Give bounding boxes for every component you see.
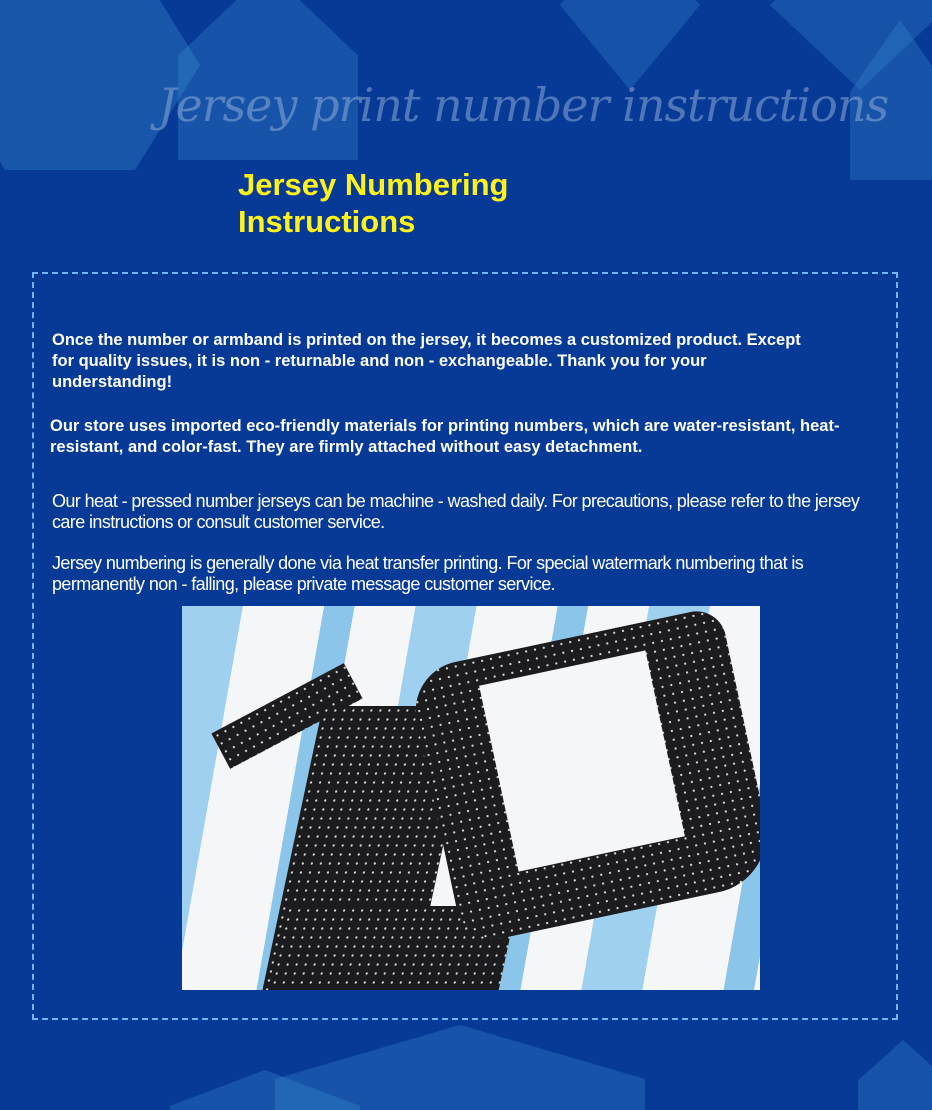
hexagon-shape	[560, 0, 700, 90]
page-title	[238, 166, 509, 240]
jersey-number-photo	[182, 606, 760, 990]
paragraph-heat-transfer: Jersey numbering is generally done via heat transfer printing. For special watermark numbering that is permanently non - falling, please private message customer service.	[52, 553, 804, 594]
hexagon-shape	[275, 1025, 645, 1110]
title-line-2: Instructions	[238, 204, 416, 239]
paragraph-materials: Our store uses imported eco-friendly materials for printing numbers, which are water-resistant, heat-resistant, and color-fast. They are firmly attached without easy detachment.	[50, 417, 840, 456]
paragraph-washing: Our heat - pressed number jerseys can be machine - washed daily. For precautions, please refer to the jersey care instructions or consult customer service.	[52, 491, 860, 532]
watermark-heading: Jersey print number instructions	[158, 78, 889, 132]
title-line-1: Jersey Numbering	[238, 167, 509, 202]
paragraph-customization: Once the number or armband is printed on the jersey, it becomes a customized product. Except for quality issues, it is non - returnable and non - exchangeable. Thank you for your understanding!	[52, 331, 801, 391]
hexagon-shape	[858, 1040, 932, 1110]
